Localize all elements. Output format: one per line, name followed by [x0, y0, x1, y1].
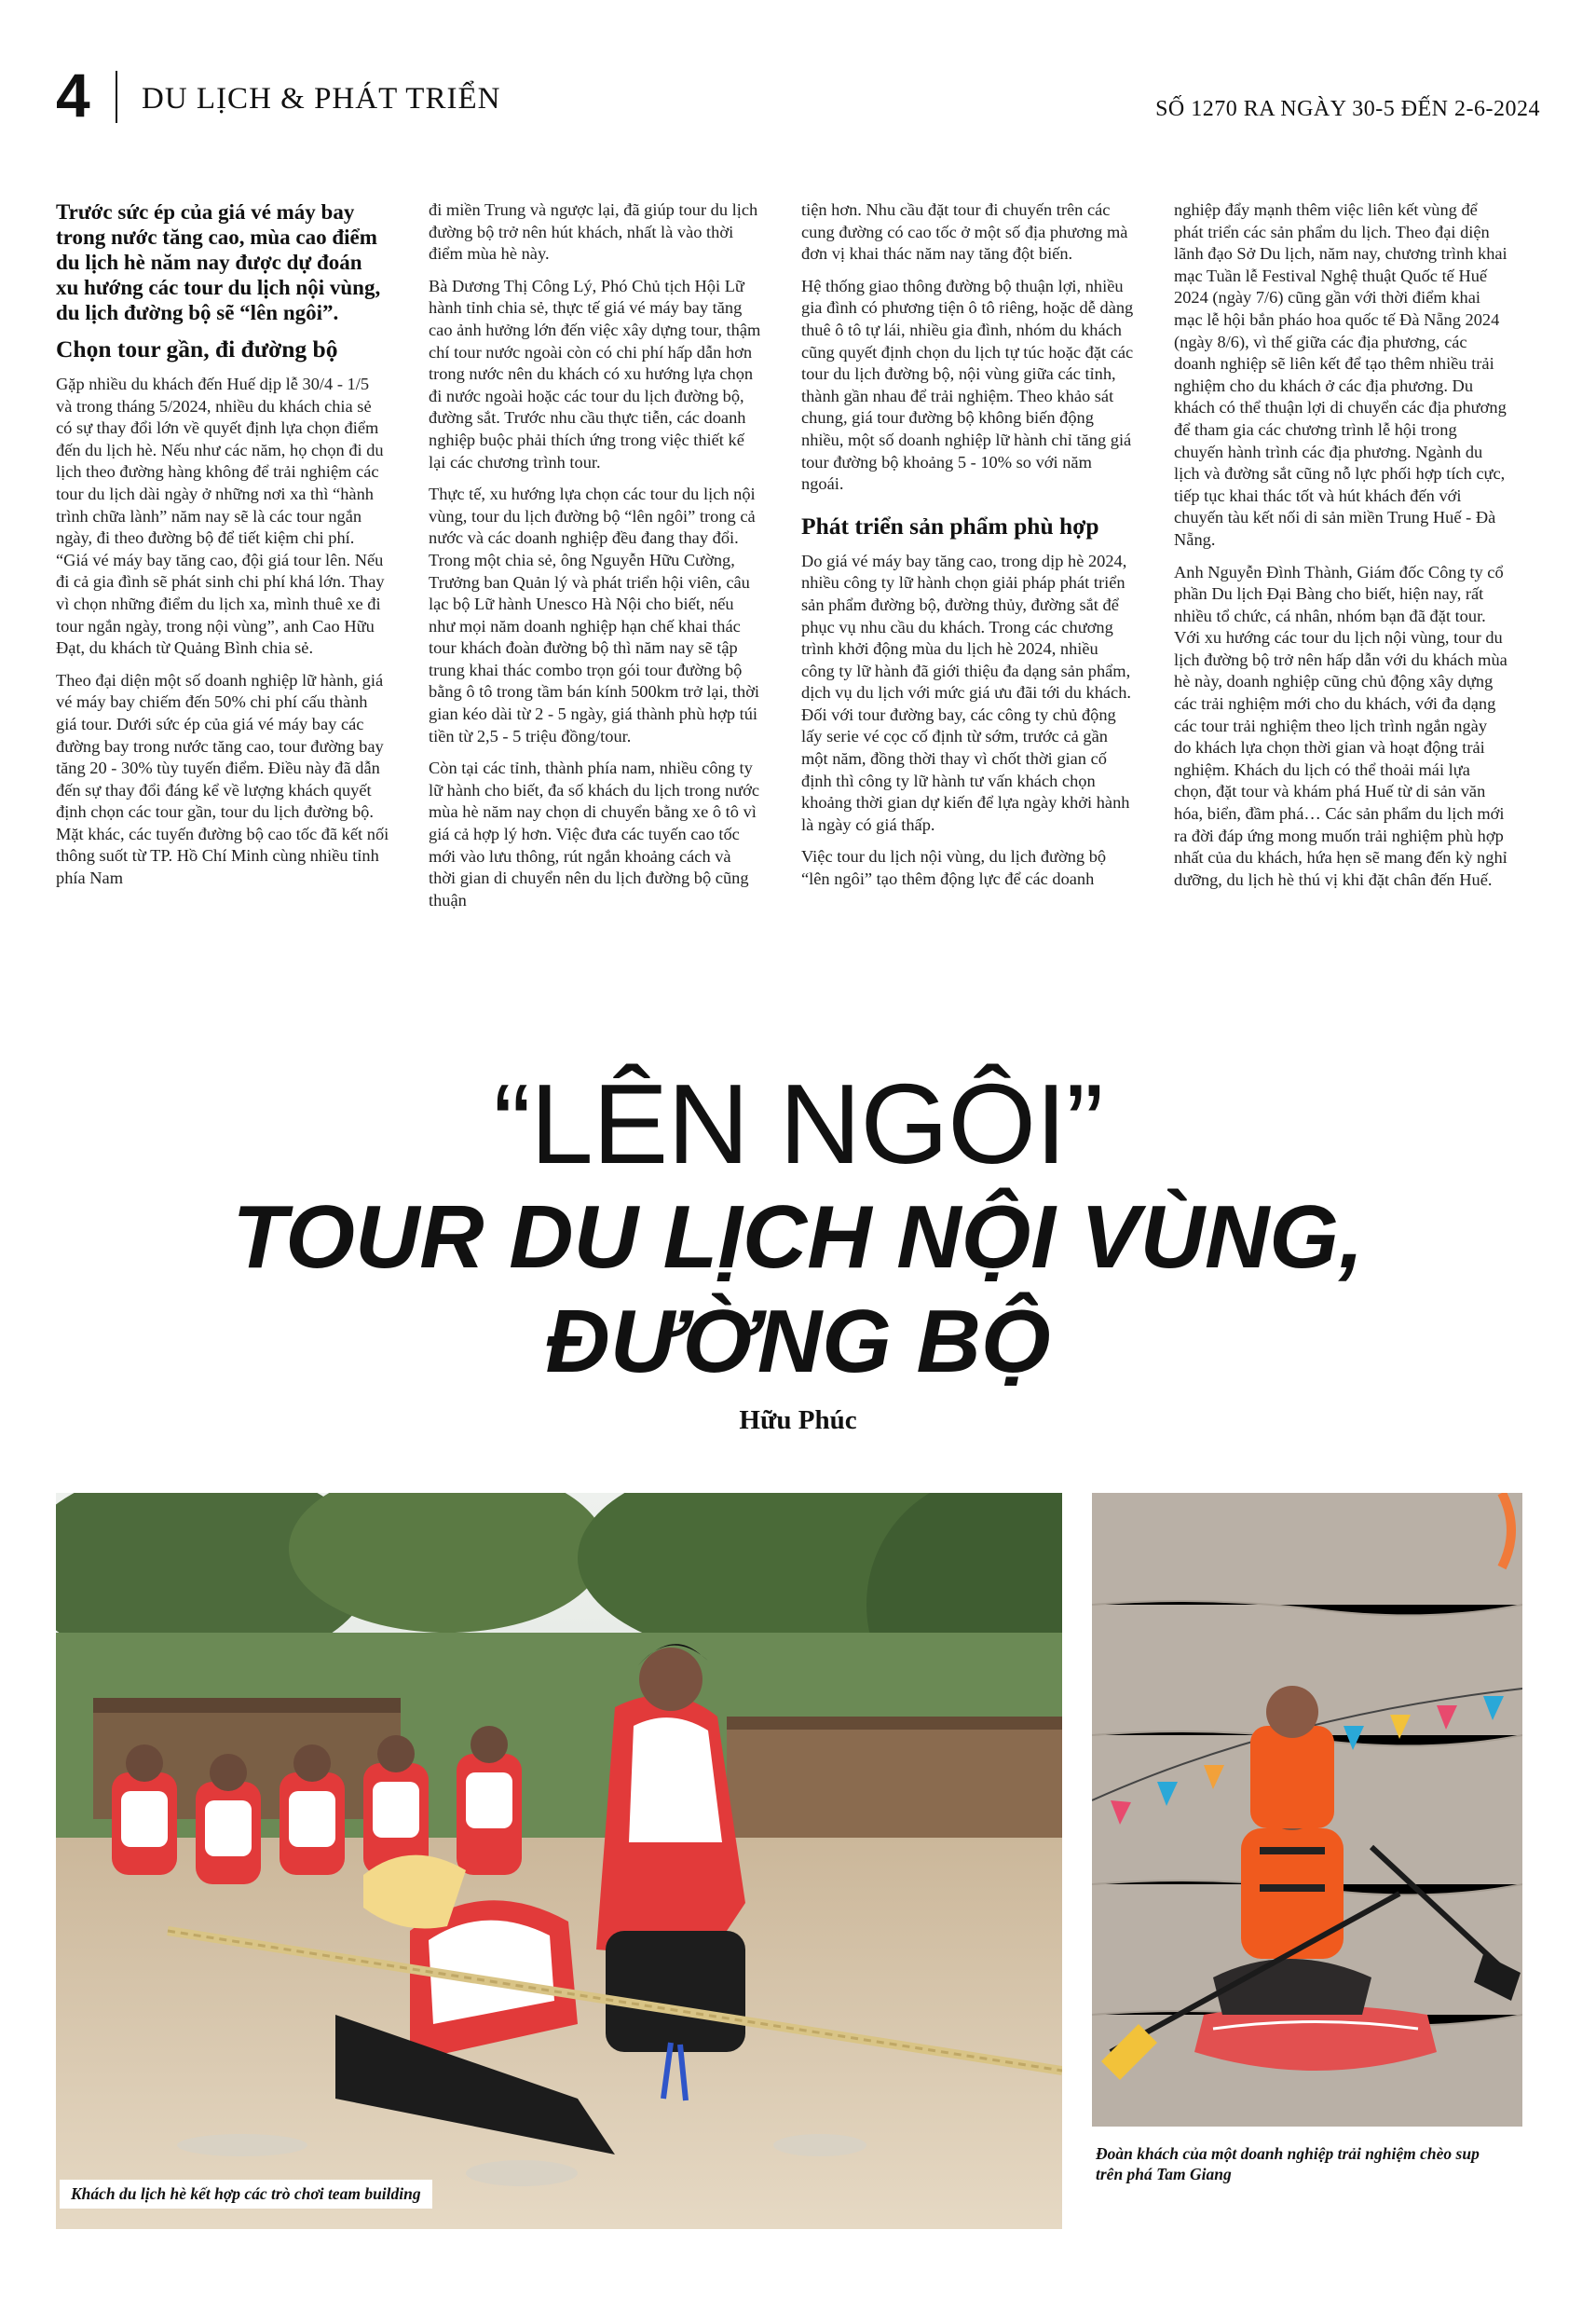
paragraph: Bà Dương Thị Công Lý, Phó Chủ tịch Hội Lữ hành tỉnh chia sẻ, thực tế giá vé máy bay tăng cao ảnh hưởng lớn đến việc xây dựng tour, thậm chí tour nước ngoài còn có chi phí hấp dẫn hơn trong nước nên du khách có xu hướng lựa chọn đi nước ngoài hoặc các tour du lịch đường bộ, đường sắt. Trước nhu cầu thực tiễn, các doanh nghiệp buộc phải thích ứng trong việc thiết kế lại các chương trình tour. — [429, 276, 761, 472]
subheading-chon-tour: Chọn tour gần, đi đường bộ — [56, 335, 338, 363]
header-divider — [116, 71, 117, 123]
subheading-phat-trien: Phát triển sản phẩm phù hợp — [801, 512, 1099, 540]
photo-sup-lagoon — [1092, 1493, 1522, 2127]
issue-info: SỐ 1270 RA NGÀY 30-5 ĐẾN 2-6-2024 — [1155, 97, 1540, 121]
column-1 — [56, 199, 389, 900]
paragraph: Gặp nhiều du khách đến Huế dịp lễ 30/4 - 1/5 và trong tháng 5/2024, nhiều du khách chia sẻ có sự thay đổi lớn về quyết định lựa chọn điểm đến du lịch hè. Nếu như các năm, họ chọn đi du lịch theo đường hàng không để trải nghiệm các tour du lịch dài ngày ở những nơi xa thì “hành trình chữa lành” năm nay sẽ là các tour ngắn ngày, đi theo đường bộ để tiết kiệm chi phí. “Giá vé máy bay tăng cao, đội giá tour lên. Nếu đi cả gia đình sẽ phát sinh chi phí khá lớn. Thay vì chọn những điểm du lịch xa, mình thuê xe đi tour ngắn ngày, trong nội vùng”, anh Cao Hữu Đạt, du khách từ Quảng Bình chia sẻ. — [56, 375, 385, 658]
column-4 — [1174, 199, 1507, 901]
headline-line-3: ĐƯỜNG BỘ — [545, 1292, 1051, 1391]
page-header — [56, 58, 1540, 132]
page-number: 4 — [56, 61, 90, 130]
column-3 — [801, 199, 1135, 901]
paragraph: Thực tế, xu hướng lựa chọn các tour du lịch nội vùng, tour du lịch đường bộ “lên ngôi” trong cả nước và các doanh nghiệp đều đang thay đổi. Trong một chia sẻ, ông Nguyễn Hữu Cường, Trưởng ban Quản lý và phát triển hội viên, câu lạc bộ Lữ hành Unesco Hà Nội cho biết, nếu như mọi năm doanh nghiệp hạn chế khai thác tour khách đoàn đường bộ thì năm nay sẽ tập trung khai thác combo trọn gói tour đường bộ bằng ô tô trong tầm bán kính 500km trở lại, thời gian kéo dài từ 2 - 5 ngày, giá thành phù hợp túi tiền từ 2,5 - 5 triệu đồng/tour. — [429, 485, 760, 746]
paragraph: nghiệp đẩy mạnh thêm việc liên kết vùng để phát triển các sản phẩm du lịch. Theo đại diện lãnh đạo Sở Du lịch, năm nay, chương trình khai mạc Tuần lễ Festival Nghệ thuật Quốc tế Huế 2024 (ngày 7/6) cũng gần với thời điểm khai mạc lễ hội bắn pháo hoa quốc tế Đà Nẵng 2024 (ngày 8/6), vì thế giữa các địa phương, các doanh nghiệp sẽ liên kết để tạo thêm nhiều trải nghiệm cho du khách ở các địa phương. Du khách có thể thuận lợi di chuyển các địa phương để tham gia các chương trình lễ hội trong chuyến hành trình các địa phương. Ngành du lịch và đường sắt cũng nỗ lực phối hợp tích cực, tiếp tục khai thác tốt và hút khách đến với chuyến tàu kết nối di sản miền Trung Huế - Đà Nẵng. — [1174, 200, 1507, 549]
photo-caption-sup-lagoon: Đoàn khách của một doanh nghiệp trải nghiệm chèo sup trên phá Tam Giang — [1096, 2144, 1480, 2183]
paragraph: Do giá vé máy bay tăng cao, trong dịp hè 2024, nhiều công ty lữ hành chọn giải pháp phát triển sản phẩm đường bộ, đường thủy, đường sắt để phục vụ nhu cầu du khách. Trong các chương trình khởi động mùa du lịch hè 2024, nhiều công ty lữ hành đã giới thiệu đa dạng sản phẩm, dịch vụ du lịch với mức giá ưu đãi tới du khách. Đối với tour đường bay, các công ty chủ động lấy serie vé cọc cố định từ sớm, trước cả gần một năm, đồng thời thay vì chốt thời gian cố định thì công ty lữ hành tư vấn khách chọn khoảng thời gian dự kiến để lựa ngày khởi hành là ngày có giá thấp. — [801, 551, 1132, 834]
team-building-image — [56, 1493, 1062, 2229]
column-2 — [429, 199, 762, 922]
paragraph: Anh Nguyễn Đình Thành, Giám đốc Công ty cổ phần Du lịch Đại Bàng cho biết, hiện nay, rất nhiều tổ chức, cá nhân, nhóm bạn đã đặt tour. Với xu hướng các tour du lịch nội vùng, tour du lịch đường bộ trở nên hấp dẫn với du khách mùa hè này, doanh nghiệp cũng chủ động xây dựng các trải nghiệm mới cho du khách, với đa dạng các tour trải nghiệm theo lịch trình ngắn ngày do khách lựa chọn thời gian và hoạt động trải nghiệm. Khách du lịch có thể thoải mái lựa chọn, đặt tour và khám phá Huế từ di sản văn hóa, biển, đầm phá… Các sản phẩm du lịch mới ra đời đáp ứng mong muốn trải nghiệm phù hợp nhất của du khách, hứa hẹn sẽ mang đến kỳ nghỉ dưỡng, du lịch hè thú vị khi đặt chân đến Huế. — [1174, 562, 1507, 889]
photo-caption-team-building: Khách du lịch hè kết hợp các trò chơi team building — [60, 2180, 432, 2209]
paragraph: đi miền Trung và ngược lại, đã giúp tour du lịch đường bộ trở nên hút khách, nhất là vào thời điểm mùa hè này. — [429, 200, 758, 264]
paragraph: Theo đại diện một số doanh nghiệp lữ hành, giá vé máy bay chiếm đến 50% chi phí cấu thành giá tour. Dưới sức ép của giá vé máy bay các đường bay trong nước tăng cao, tour đường bay tăng 20 - 30% tùy tuyến điểm. Điều này đã dẫn đến sự thay đổi đáng kể về lượng khách quyết định chọn các tour gần, tour du lịch đường bộ. Mặt khác, các tuyến đường bộ cao tốc đã kết nối thông suốt từ TP. Hồ Chí Minh cùng nhiều tỉnh phía Nam — [56, 670, 389, 888]
photo-team-building — [56, 1493, 1062, 2229]
headline — [0, 1062, 1596, 1394]
headline-line-1: “LÊN NGÔI” — [493, 1060, 1103, 1187]
headline-line-2: TOUR DU LỊCH NỘI VÙNG, — [232, 1187, 1364, 1287]
paragraph: Hệ thống giao thông đường bộ thuận lợi, nhiều gia đình có phương tiện ô tô riêng, hoặc dễ dàng thuê ô tô tự lái, nhiều gia đình, nhóm du khách cũng quyết định chọn du lịch tự túc hoặc đặt các tour du lịch đường bộ, nội vùng giữa các tỉnh, thành gần nhau để trải nghiệm. Theo khảo sát chung, giá tour đường bộ không biến động nhiều, một số doanh nghiệp lữ hành chỉ tăng giá tour đường bộ khoảng 5 - 10% so với năm ngoái. — [801, 276, 1134, 494]
byline: Hữu Phúc — [739, 1405, 857, 1435]
paragraph: Còn tại các tỉnh, thành phía nam, nhiều công ty lữ hành cho biết, đa số khách du lịch trong nước mùa hè năm nay chọn di chuyển bằng xe ô tô vì giá cả hợp lý hơn. Việc đưa các tuyến cao tốc mới vào lưu thông, rút ngắn khoảng cách và thời gian di chuyển nên du lịch đường bộ cũng thuận — [429, 759, 759, 910]
section-title: DU LỊCH & PHÁT TRIỂN — [142, 82, 501, 116]
article-body — [56, 199, 1540, 1010]
sup-lagoon-image — [1092, 1493, 1522, 2127]
paragraph: tiện hơn. Nhu cầu đặt tour đi chuyến trên các cung đường có cao tốc ở một số địa phương mà đơn vị khai thác năm nay tăng đột biến. — [801, 200, 1128, 264]
article-lead: Trước sức ép của giá vé máy bay trong nước tăng cao, mùa cao điểm du lịch hè năm nay được dự đoán xu hướng các tour du lịch nội vùng, du lịch đường bộ sẽ “lên ngôi”. — [56, 200, 381, 324]
paragraph: Việc tour du lịch nội vùng, du lịch đường bộ “lên ngôi” tạo thêm động lực để các doanh — [801, 847, 1107, 889]
